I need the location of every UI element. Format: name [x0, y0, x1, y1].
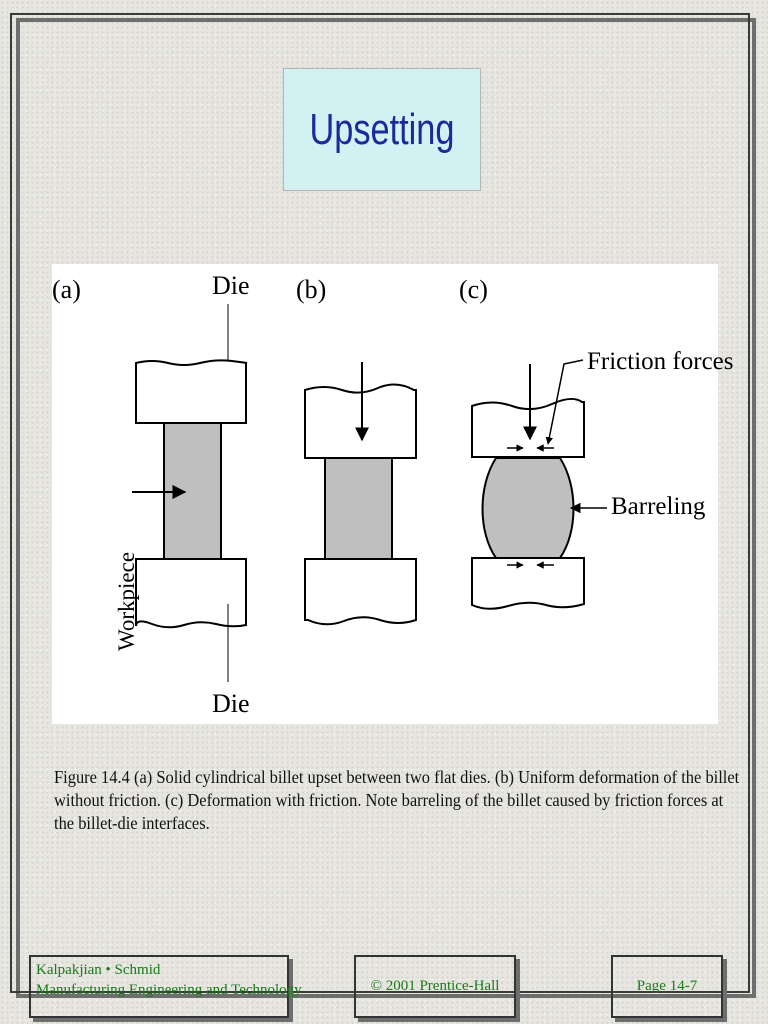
- workpiece-b: [325, 458, 392, 559]
- label-die-bottom: Die: [212, 689, 250, 718]
- label-barreling: Barreling: [611, 493, 706, 520]
- label-friction-forces: Friction forces: [587, 348, 734, 375]
- die-c-top: [472, 399, 584, 457]
- footer-page-number: Page 14-7: [636, 978, 698, 994]
- die-a-bottom: [136, 559, 246, 627]
- workpiece-c-barreled: [483, 458, 574, 558]
- figure-caption: [54, 766, 740, 835]
- caption-line-2: without friction. (c) Deformation with friction. Note barreling of the billet caused by friction forces at: [54, 790, 724, 810]
- footer-authors-box: [29, 955, 302, 1018]
- die-a-top: [136, 360, 246, 423]
- label-workpiece: Workpiece: [114, 551, 139, 651]
- footer-page-box: [611, 955, 723, 1018]
- label-c: (c): [459, 275, 488, 304]
- footer-authors: Kalpakjian • Schmid: [36, 962, 161, 978]
- caption-line-1: Figure 14.4 (a) Solid cylindrical billet upset between two flat dies. (b) Uniform deformation of the billet: [54, 767, 740, 787]
- label-die-top: Die: [212, 271, 250, 300]
- footer-copyright-box: [354, 955, 516, 1018]
- figure-panel: [52, 264, 734, 724]
- footer-copyright: © 2001 Prentice-Hall: [370, 978, 500, 994]
- upsetting-diagram: [52, 264, 734, 724]
- footer-book-title: Manufacturing Engineering and Technology: [36, 982, 302, 998]
- die-b-top: [305, 384, 416, 458]
- label-a: (a): [52, 275, 81, 304]
- die-c-bottom: [472, 558, 584, 609]
- die-b-bottom: [305, 559, 416, 624]
- label-b: (b): [296, 275, 327, 304]
- slide-title: Upsetting: [309, 104, 455, 154]
- title-box: [283, 68, 481, 191]
- caption-line-3: the billet-die interfaces.: [54, 813, 210, 833]
